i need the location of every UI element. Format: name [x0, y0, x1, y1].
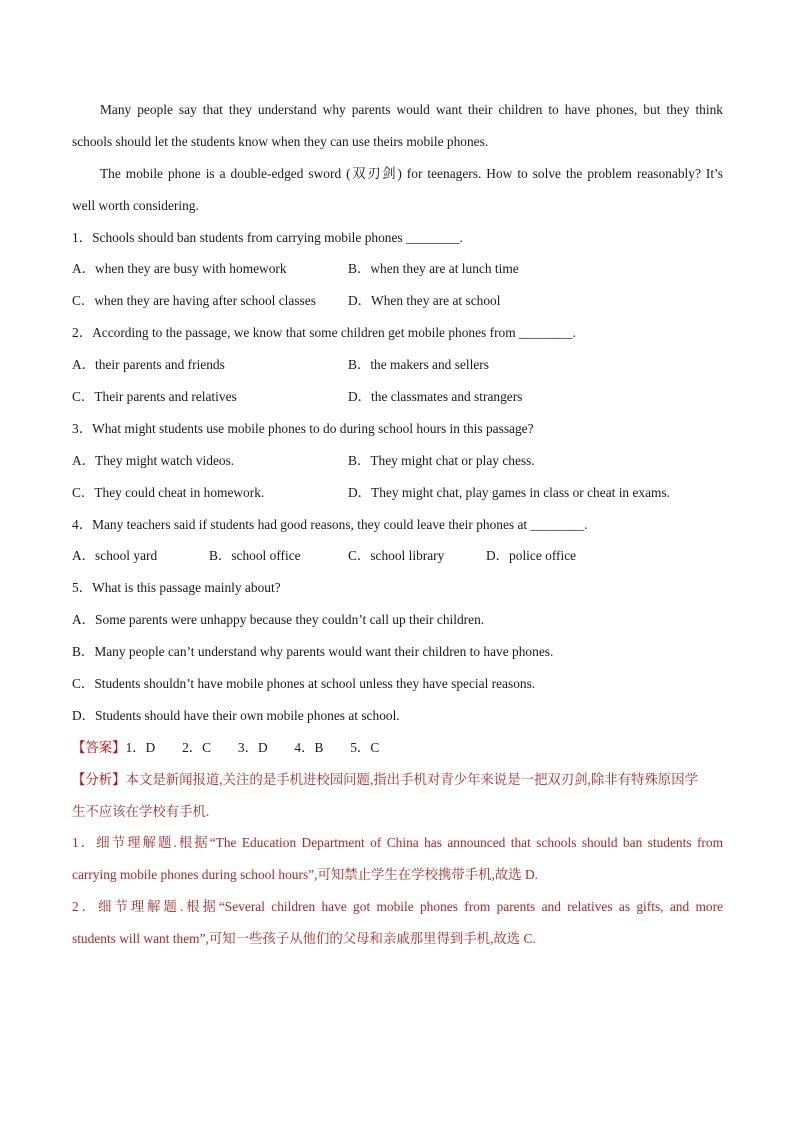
- question-3-options-row-2: [72, 477, 723, 509]
- question-2-option-d: D．the classmates and strangers: [348, 389, 523, 405]
- question-5-option-d: D．Students should have their own mobile phones at school.: [72, 707, 400, 723]
- question-1-option-a: A．when they are busy with homework: [72, 261, 287, 277]
- question-3-option-a: A．They might watch videos.: [72, 452, 235, 468]
- analysis-q1-line-2: carrying mobile phones during school hours”,可知禁止学生在学校携带手机,故选 D.: [72, 867, 539, 883]
- answer-label: 【答案】: [72, 739, 126, 755]
- question-2-options-row-2: [72, 381, 723, 413]
- question-3-option-d: D．They might chat, play games in class or cheat in exams.: [348, 484, 671, 500]
- question-3-options-row-1: [72, 445, 723, 477]
- question-2-options-row-1: [72, 349, 723, 381]
- question-3-stem: 3．What might students use mobile phones to do during school hours in this passage?: [72, 420, 534, 436]
- question-1-option-b: B．when they are at lunch time: [348, 261, 519, 277]
- analysis-label: 【分析】: [72, 771, 126, 787]
- analysis-q2-line-1: 2．细节理解题.根据“Several children have got mobile phones from parents and relatives as gifts, and more: [72, 899, 723, 915]
- passage-paragraph-2-line-1: The mobile phone is a double-edged sword (双刃剑) for teenagers. How to solve the problem reasonably? It’s: [100, 165, 723, 181]
- document-page: [72, 94, 723, 955]
- analysis-q1-line-1: 1．细节理解题.根据“The Education Department of China has announced that schools should ban students from: [72, 835, 723, 851]
- question-1-options-row-2: [72, 285, 723, 317]
- question-4-option-d: D．police office: [486, 548, 577, 564]
- passage-paragraph-1-line-2: schools should let the students know when they can use theirs mobile phones.: [72, 133, 489, 149]
- passage-paragraph-1-line-1: Many people say that they understand why parents would want their children to have phones, but they think: [100, 102, 723, 117]
- answer-line: [72, 732, 723, 764]
- question-1-option-c: C．when they are having after school classes: [72, 293, 316, 309]
- question-4-options-row: [72, 540, 723, 572]
- question-4-option-a: A．school yard: [72, 548, 158, 564]
- question-5-option-c: C．Students shouldn’t have mobile phones at school unless they have special reasons.: [72, 676, 536, 692]
- question-1-option-d: D．When they are at school: [348, 293, 501, 309]
- question-2-option-b: B．the makers and sellers: [348, 357, 489, 373]
- question-4-option-b: B．school office: [209, 548, 301, 564]
- question-1-options-row-1: [72, 253, 723, 285]
- analysis-q2-line-2: students will want them”,可知一些孩子从他们的父母和亲戚那里得到手机,故选 C.: [72, 931, 536, 947]
- question-5-stem: 5．What is this passage mainly about?: [72, 580, 281, 596]
- question-2-stem: 2．According to the passage, we know that some children get mobile phones from ________.: [72, 325, 576, 341]
- question-5-option-b: B．Many people can’t understand why parents would want their children to have phones.: [72, 644, 554, 660]
- analysis-summary-line-1: [72, 764, 723, 796]
- question-4-stem: 4．Many teachers said if students had good reasons, they could leave their phones at ________.: [72, 516, 588, 532]
- passage-paragraph-2-line-2: well worth considering.: [72, 197, 199, 213]
- question-1-stem: 1．Schools should ban students from carrying mobile phones ________.: [72, 229, 463, 245]
- question-3-option-c: C．They could cheat in homework.: [72, 484, 265, 500]
- answer-text: 1．D 2．C 3．D 4．B 5．C: [125, 739, 380, 755]
- analysis-summary-text: 本文是新闻报道,关注的是手机进校园问题,指出手机对青少年来说是一把双刃剑,除非有特殊原因学: [125, 771, 699, 787]
- question-5-option-a: A．Some parents were unhappy because they couldn’t call up their children.: [72, 612, 485, 628]
- question-2-option-a: A．their parents and friends: [72, 357, 225, 373]
- question-2-option-c: C．Their parents and relatives: [72, 389, 237, 405]
- question-4-option-c: C．school library: [348, 548, 445, 564]
- analysis-summary-line-2: 生不应该在学校有手机.: [72, 803, 210, 819]
- question-3-option-b: B．They might chat or play chess.: [348, 452, 535, 468]
